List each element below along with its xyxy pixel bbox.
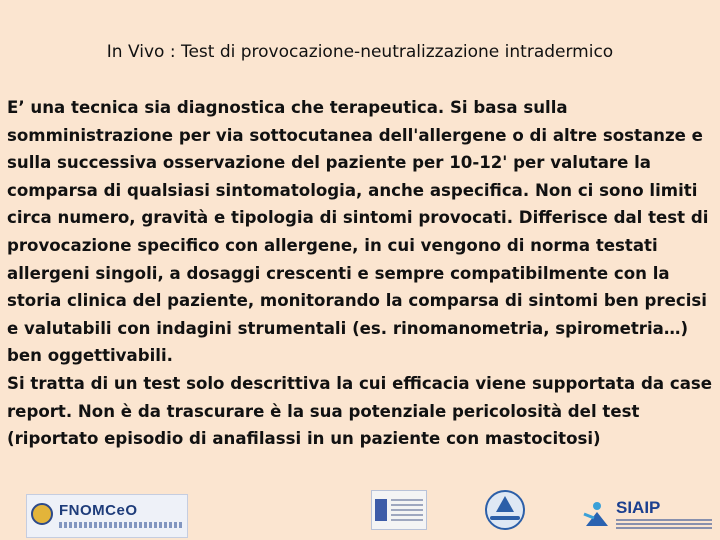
slide-title: In Vivo : Test di provocazione-neutralizzazione intradermico	[106, 42, 614, 62]
body-paragraph-1: E’ una tecnica sia diagnostica che terapeutica. Si basa sulla somministrazione per via sottocutanea dell'allergene o di altre sostanze e sulla successiva osservazione del paziente per 10-12' per valutare la comparsa di qualsiasi sintomatologia, anche aspecifica. Non ci sono limiti circa numero, gravità e tipologia di sintomi provocati. Differisce dal test di provocazione specifico con allergene, in cui vengono di norma testati allergeni singoli, a dosaggi crescenti e sempre compatibilmente con la storia clinica del paziente, monitorando la comparsa di sintomi ben precisi e valutabili con indagini strumentali (es. rinomanometria, spirometria…) ben oggettivabili.	[7, 98, 709, 366]
footer-logos	[0, 484, 720, 540]
siaip-logo-text: SIAIP	[616, 498, 661, 517]
fnomceo-logo	[26, 494, 188, 538]
fnomceo-logo-text: FNOMCeO	[59, 502, 138, 519]
aito-sail-icon	[496, 496, 514, 512]
society-mark-icon	[375, 499, 387, 521]
body-paragraph-2: Si tratta di un test solo descrittiva la cui efficacia viene supportata da case report. Non è da trascurare è la sua potenziale pericolosità del test (riportato episodio di anafilassi in un paziente con mastocitosi)	[7, 373, 713, 449]
society-logo-icon	[371, 490, 427, 530]
siaip-figure-icon	[582, 500, 612, 530]
fnomceo-subtitle-graphic	[59, 522, 183, 528]
siaip-logo	[578, 496, 718, 538]
siaip-subtitle-graphic	[616, 519, 712, 531]
society-text-graphic	[391, 499, 423, 521]
fnomceo-emblem-icon	[31, 503, 53, 525]
aito-wave-icon	[490, 516, 520, 520]
aito-logo-icon	[482, 488, 528, 536]
slide-body	[7, 94, 713, 453]
